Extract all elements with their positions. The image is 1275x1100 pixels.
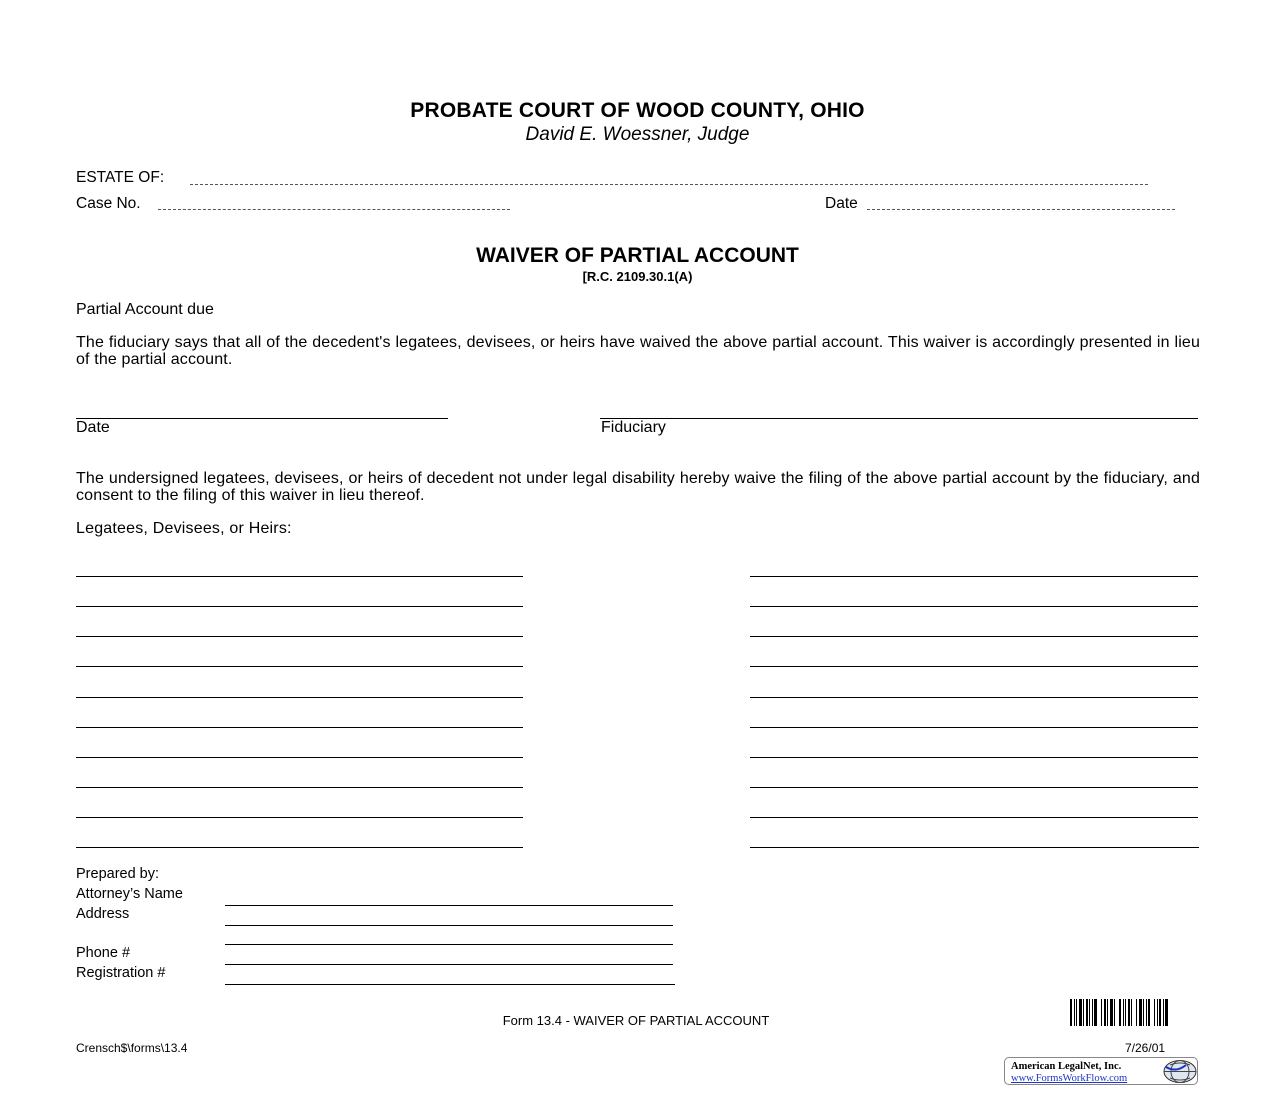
heir-signature-line[interactable] [76, 697, 523, 698]
attorney-name-field[interactable] [225, 905, 673, 906]
heir-signature-line[interactable] [750, 636, 1198, 637]
address-label: Address [76, 906, 130, 922]
phone-field[interactable] [225, 964, 673, 965]
heir-signature-line[interactable] [76, 757, 523, 758]
heir-signature-line[interactable] [750, 576, 1198, 577]
publisher-name: American LegalNet, Inc. [1011, 1061, 1122, 1072]
form-footer-name: Form 13.4 - WAIVER OF PARTIAL ACCOUNT [502, 1013, 770, 1028]
caption-date-field[interactable] [867, 209, 1175, 210]
heir-signature-line[interactable] [750, 666, 1198, 667]
statute-citation: [R.C. 2109.30.1(A) [582, 269, 693, 284]
heir-signature-line[interactable] [750, 757, 1198, 758]
revision-date: 7/26/01 [1125, 1041, 1166, 1055]
fiduciary-signature-line[interactable] [600, 418, 1198, 419]
heir-signature-line[interactable] [76, 636, 523, 637]
caption-date-label: Date [825, 195, 858, 212]
heir-signature-line[interactable] [76, 727, 523, 728]
heir-signature-line[interactable] [76, 787, 523, 788]
heir-signature-line[interactable] [750, 697, 1198, 698]
registration-field[interactable] [225, 984, 675, 985]
case-number-field[interactable] [158, 209, 510, 210]
judge-name: David E. Woessner, Judge [525, 124, 750, 145]
heir-signature-line[interactable] [750, 847, 1199, 848]
address-field-line-2[interactable] [225, 944, 673, 945]
date-signature-line[interactable] [76, 418, 448, 419]
form-title: WAIVER OF PARTIAL ACCOUNT [476, 244, 799, 267]
estate-label: ESTATE OF: [76, 169, 165, 186]
consent-statement: The undersigned legatees, devisees, or heirs of decedent not under legal disability hereby waive the filing of the above partial account by the fiduciary, and consent to the filing of this waiver in lieu thereof. [76, 470, 1200, 504]
heir-signature-line[interactable] [76, 847, 523, 848]
estate-field[interactable] [190, 184, 1148, 185]
heirs-label: Legatees, Devisees, or Heirs: [76, 520, 292, 537]
registration-label: Registration # [76, 965, 166, 981]
court-title: PROBATE COURT OF WOOD COUNTY, OHIO [410, 99, 865, 122]
heir-signature-line[interactable] [750, 817, 1198, 818]
publisher-link[interactable]: www.FormsWorkFlow.com [1011, 1073, 1128, 1084]
file-path: Crensch$\forms\13.4 [76, 1041, 188, 1055]
prepared-by-heading: Prepared by: [76, 866, 160, 882]
heir-signature-line[interactable] [76, 817, 523, 818]
attorney-name-label: Attorney’s Name [76, 886, 183, 902]
heir-signature-line[interactable] [750, 727, 1198, 728]
phone-label: Phone # [76, 945, 131, 961]
signature-fiduciary-label: Fiduciary [601, 419, 666, 436]
barcode [1070, 999, 1188, 1026]
signature-date-label: Date [76, 419, 110, 436]
fiduciary-statement: The fiduciary says that all of the decedent's legatees, devisees, or heirs have waived the above partial account. This waiver is accordingly presented in lieu of the partial account. [76, 334, 1200, 368]
partial-account-due: Partial Account due [76, 301, 214, 318]
heir-signature-line[interactable] [76, 666, 523, 667]
heir-signature-line[interactable] [76, 606, 523, 607]
globe-icon [1162, 1059, 1198, 1084]
heir-signature-line[interactable] [750, 606, 1198, 607]
heir-signature-line[interactable] [76, 576, 523, 577]
heir-signature-line[interactable] [750, 787, 1198, 788]
address-field-line-1[interactable] [225, 925, 673, 926]
case-number-label: Case No. [76, 195, 141, 212]
